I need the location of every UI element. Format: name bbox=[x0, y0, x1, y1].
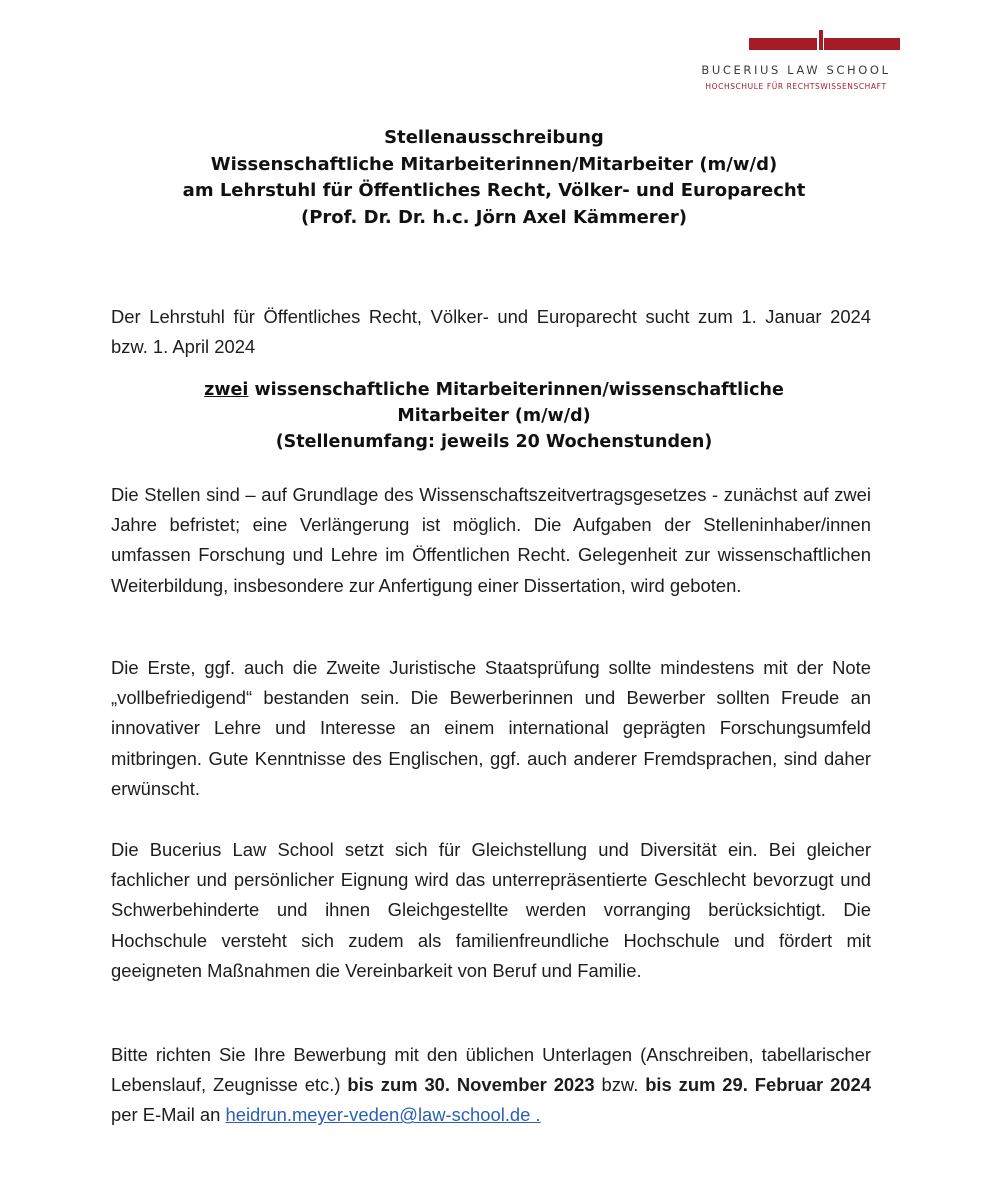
intro-paragraph: Der Lehrstuhl für Öffentliches Recht, Völker- und Europarecht sucht zum 1. Januar 2024 bzw. 1. April 2024 bbox=[111, 306, 871, 358]
application-text-3: per E-Mail an bbox=[111, 1104, 226, 1126]
logo-bar-left bbox=[749, 38, 817, 50]
application-deadline-1: bis zum 30. November 2023 bbox=[347, 1074, 595, 1096]
application-email-link[interactable]: heidrun.meyer-veden@law-school.de . bbox=[225, 1104, 541, 1126]
logo-name: BUCERIUS LAW SCHOOL bbox=[701, 63, 891, 77]
bucerius-logo bbox=[676, 30, 916, 100]
paragraph-terms: Die Stellen sind – auf Grundlage des Wissenschaftszeitvertragsgesetzes - zunächst auf zwei Jahre befristet; eine Verlängerung ist möglich. Die Aufgaben der Stelleninhaber/innen umfassen Forschung und Lehre im Öffentlichen Recht. Gelegenheit zur wissenschaftlichen Weiterbildung, insbesondere zur Anfertigung einer Dissertation, wird geboten. bbox=[111, 484, 871, 596]
logo-bar-center bbox=[819, 30, 823, 50]
position-count: zwei bbox=[204, 380, 249, 400]
application-text-2: bzw. bbox=[594, 1074, 646, 1096]
logo-subtitle: HOCHSCHULE FÜR RECHTSWISSENSCHAFT bbox=[705, 82, 887, 91]
title-line-2: Wissenschaftliche Mitarbeiterinnen/Mitarbeiter (m/w/d) bbox=[210, 153, 778, 175]
logo-mark-icon bbox=[676, 30, 916, 52]
position-line-1-rest: wissenschaftliche Mitarbeiterinnen/wissenschaftliche bbox=[248, 380, 784, 400]
paragraph-diversity: Die Bucerius Law School setzt sich für Gleichstellung und Diversität ein. Bei gleicher fachlicher und persönlicher Eignung wird das unterrepräsentierte Geschlecht bevorzugt und Schwerbehinderte und ihnen Gleichgestellte werden vorranging berücksichtigt. Die Hochschule versteht sich zudem als familienfreundliche Hochschule und fördert mit geeigneten Maßnahmen die Vereinbarkeit von Beruf und Familie. bbox=[111, 839, 871, 981]
paragraph-application bbox=[111, 1040, 871, 1131]
title-line-4: (Prof. Dr. Dr. h.c. Jörn Axel Kämmerer) bbox=[301, 206, 687, 228]
position-line-1 bbox=[150, 377, 838, 403]
paragraph-requirements: Die Erste, ggf. auch die Zweite Juristische Staatsprüfung sollte mindestens mit der Note „vollbefriedigend“ bestanden sein. Die Bewerberinnen und Bewerber sollten Freude an innovativer Lehre und Interesse an einem international geprägten Forschungsumfeld mitbringen. Gute Kenntnisse des Englischen, ggf. auch anderer Fremdsprachen, sind daher erwünscht. bbox=[111, 657, 871, 799]
position-line-3: (Stellenumfang: jeweils 20 Wochenstunden) bbox=[275, 432, 713, 452]
position-heading bbox=[150, 377, 838, 455]
logo-bar-right bbox=[824, 38, 900, 50]
position-line-2: Mitarbeiter (m/w/d) bbox=[397, 406, 591, 426]
application-text-1: Bitte richten Sie Ihre Bewerbung mit den üblichen Unterlagen (Anschreiben, tabellarischer Lebenslauf, Zeugnisse etc.) bbox=[111, 1044, 871, 1096]
title-line-1: Stellenausschreibung bbox=[384, 127, 604, 148]
document-title bbox=[100, 125, 888, 231]
title-line-3: am Lehrstuhl für Öffentliches Recht, Völker- und Europarecht bbox=[182, 180, 806, 201]
application-deadline-2: bis zum 29. Februar 2024 bbox=[645, 1074, 871, 1096]
